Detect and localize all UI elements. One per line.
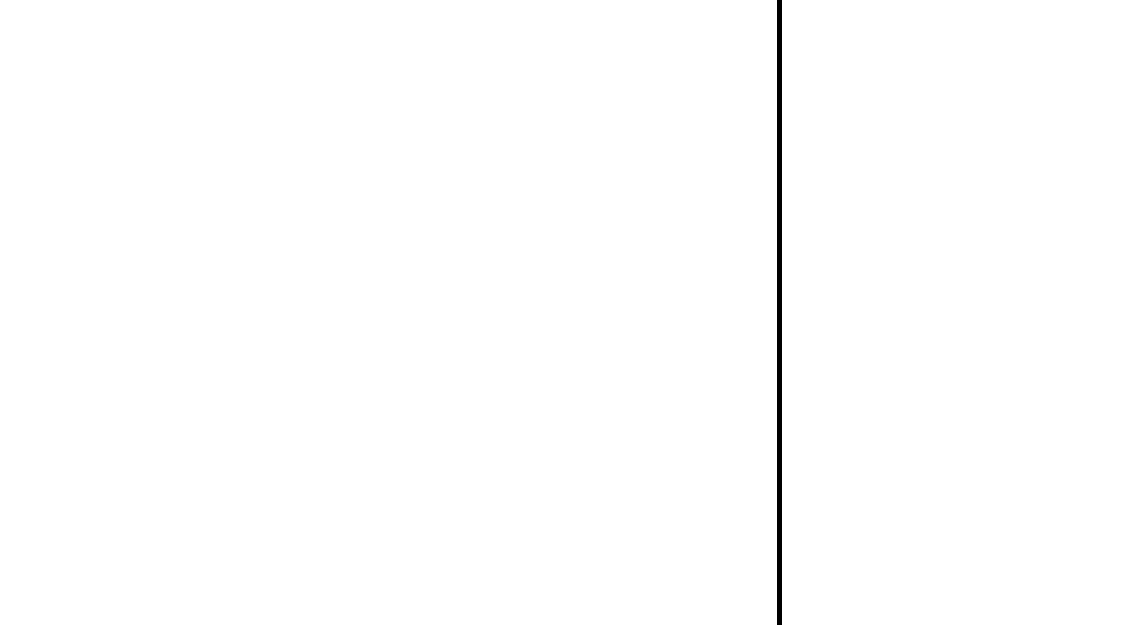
- column-separator-bar: [777, 0, 782, 625]
